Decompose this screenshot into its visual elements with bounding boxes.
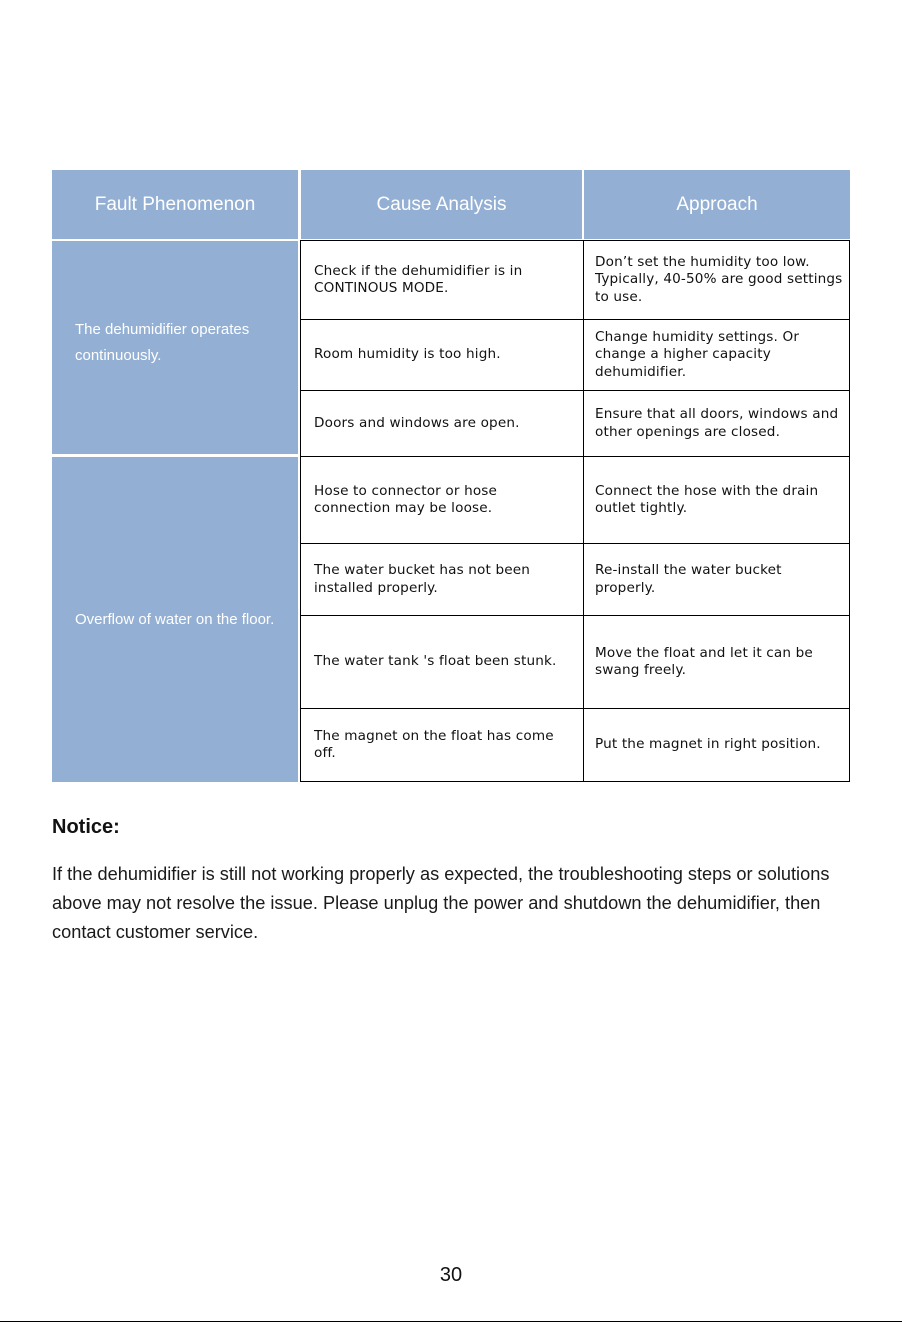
cause-cell: Doors and windows are open.: [301, 391, 584, 456]
troubleshooting-table: [52, 170, 850, 782]
approach-cell: Ensure that all doors, windows and other openings are closed.: [595, 406, 839, 440]
table-row: [301, 320, 849, 391]
approach-cell: Put the magnet in right position.: [595, 736, 821, 753]
page-number: 30: [439, 1264, 463, 1286]
notice-body: If the dehumidifier is still not working properly as expected, the troubleshooting steps or solutions above may not resolve the issue. Please unplug the power and shutdown the dehumidifier, then contact customer service.: [52, 864, 830, 942]
cause-cell: The water bucket has not been installed properly.: [301, 544, 584, 615]
table-row: [301, 241, 849, 320]
approach-cell: Don’t set the humidity too low. Typically, 40-50% are good settings to use.: [595, 253, 843, 305]
cause-cell: The magnet on the float has come off.: [301, 709, 584, 781]
approach-cell: Change humidity settings. Or change a higher capacity dehumidifier.: [595, 328, 800, 380]
bottom-divider: [0, 1321, 902, 1322]
table-row: [301, 391, 849, 457]
fault-cell-continuous-operation: [52, 241, 298, 454]
cause-cell: The water tank 's float been stunk.: [301, 616, 584, 708]
table-row: [301, 457, 849, 544]
table-row: [301, 709, 849, 781]
approach-cell: Connect the hose with the drain outlet tightly.: [595, 482, 819, 516]
approach-cell: Re-install the water bucket properly.: [595, 562, 782, 596]
fault-text: The dehumidifier operates continuously.: [75, 320, 250, 364]
cause-cell: Hose to connector or hose connection may be loose.: [301, 457, 584, 543]
header-cause-analysis: Cause Analysis: [301, 170, 582, 239]
header-fault-phenomenon: Fault Phenomenon: [52, 170, 298, 239]
table-row: [301, 616, 849, 709]
approach-cell: Move the float and let it can be swang freely.: [595, 644, 813, 678]
notice-title: Notice:: [52, 816, 120, 838]
cause-approach-grid: [300, 240, 850, 782]
table-row: [301, 544, 849, 616]
fault-cell-water-overflow: [52, 457, 298, 782]
fault-text: Overflow of water on the floor.: [75, 610, 275, 628]
cause-cell: Check if the dehumidifier is in CONTINOUS MODE.: [301, 241, 584, 319]
header-approach: Approach: [584, 170, 850, 239]
cause-cell: Room humidity is too high.: [301, 320, 584, 390]
